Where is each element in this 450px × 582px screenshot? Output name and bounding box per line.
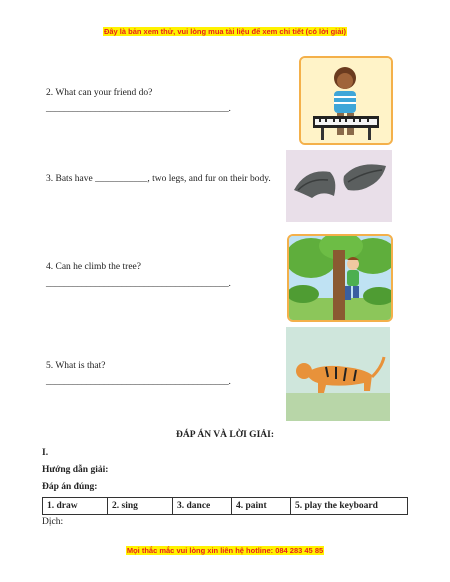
table-row [43, 498, 408, 515]
boy-playing-keyboard-image [299, 56, 393, 145]
guide-label: Hướng dẫn giải: [42, 465, 109, 475]
section-label: I. [42, 448, 49, 458]
answer-blank-4[interactable]: _________________________________________. [46, 279, 231, 289]
preview-notice: Đây là bản xem thử, vui lòng mua tài liệu để xem chi tiết (có lời giải) [103, 27, 347, 36]
answer-heading: ĐÁP ÁN VÀ LỜI GIẢI: [175, 430, 274, 440]
bat-wings-image [286, 150, 392, 222]
tiger-image [286, 327, 390, 421]
question-2: 2. What can your friend do? [46, 88, 153, 98]
correct-answer-label: Đáp án đúng: [42, 482, 98, 492]
question-4: 4. Can he climb the tree? [46, 262, 141, 272]
table-cell: 5. play the keyboard [291, 498, 408, 515]
boy-climbing-tree-image [287, 234, 393, 322]
table-cell: 2. sing [108, 498, 173, 515]
answer-table [42, 497, 408, 515]
translation-label: Dịch: [42, 517, 64, 527]
table-cell: 3. dance [173, 498, 232, 515]
answer-blank-5[interactable]: _________________________________________. [46, 377, 231, 387]
table-cell: 1. draw [43, 498, 108, 515]
table-cell: 4. paint [232, 498, 291, 515]
answer-blank-2[interactable]: _________________________________________. [46, 104, 231, 114]
question-3: 3. Bats have ___________, two legs, and fur on their body. [46, 174, 271, 184]
question-5: 5. What is that? [46, 361, 106, 371]
hotline-notice: Mọi thắc mắc vui lòng xin liên hệ hotline: 084 283 45 85 [126, 546, 324, 555]
